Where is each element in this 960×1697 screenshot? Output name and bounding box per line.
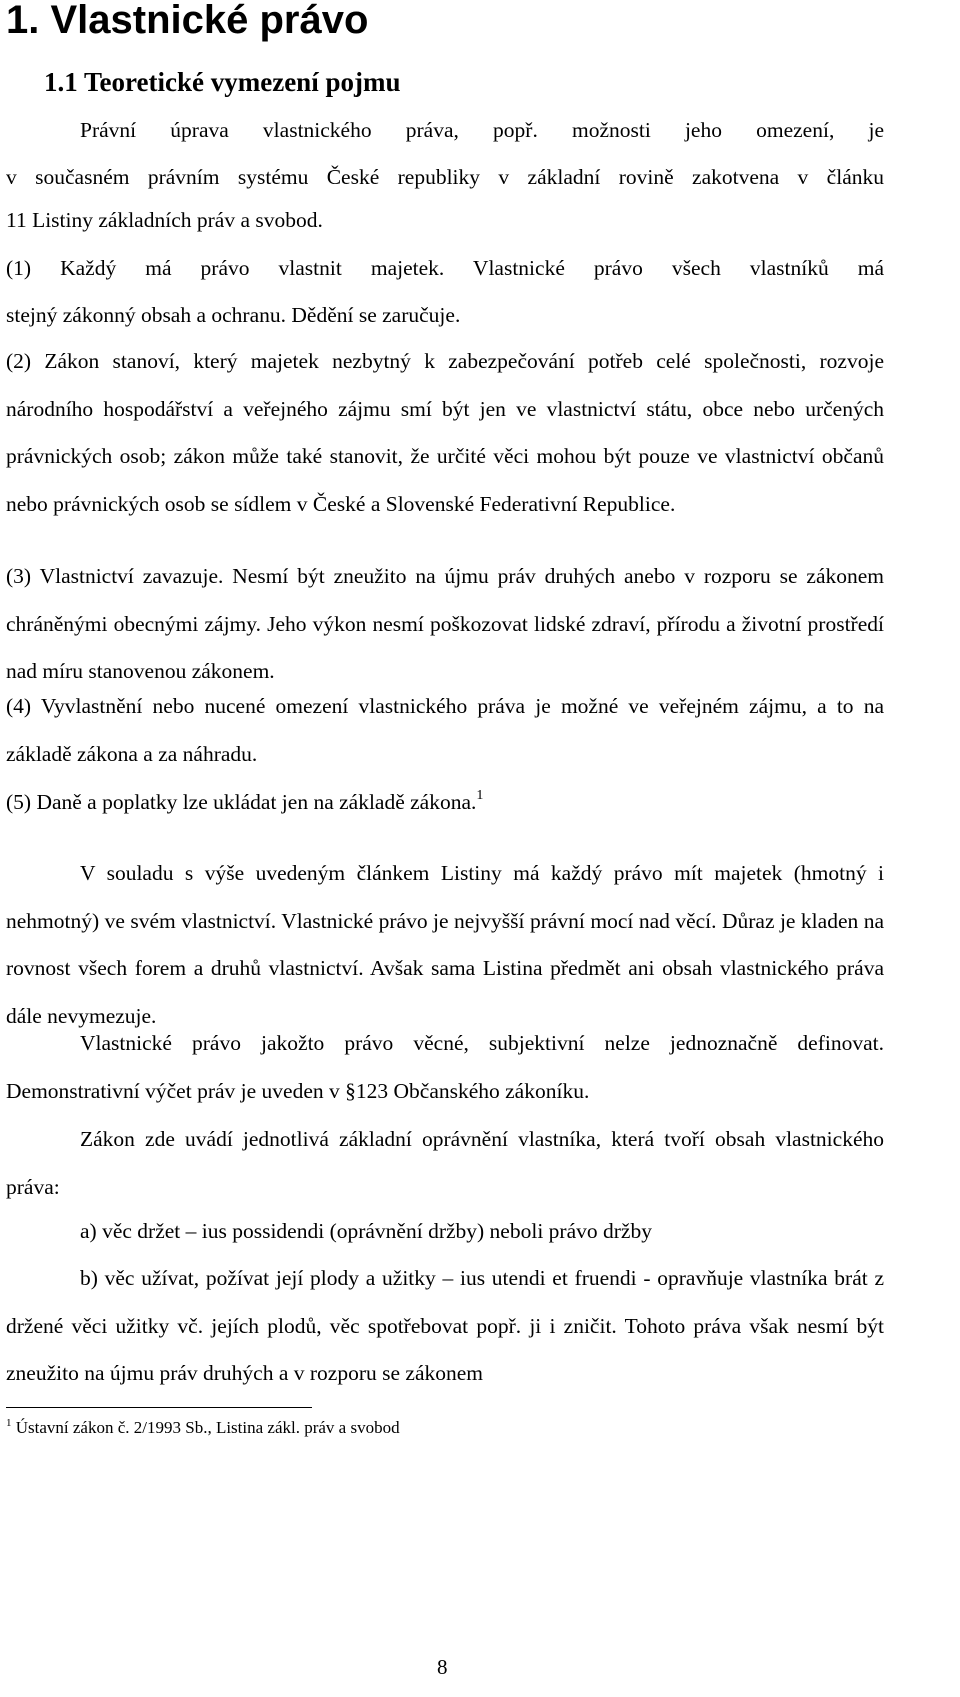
article-3: (3) Vlastnictví zavazuje. Nesmí být zneužito na újmu práv druhých anebo v rozporu se zákonem chráněnými obecnými zájmy. Jeho výkon nesmí poškozovat lidské zdraví, přírodu a životní prostředí nad míru stanovenou zákonem.: [6, 564, 884, 684]
paragraph-3: Zákon zde uvádí jednotlivá základní oprávnění vlastníka, která tvoří obsah vlastnického práva:: [6, 1127, 884, 1199]
article-5-text: (5) Daně a poplatky lze ukládat jen na základě zákona.: [6, 790, 477, 814]
article-4: (4) Vyvlastnění nebo nucené omezení vlastnického práva je možné ve veřejném zájmu, a to na základě zákona a za náhradu.: [6, 694, 884, 766]
footnote: [6, 1416, 400, 1440]
intro-line-2: v současném právním systému České republiky v základní rovině zakotvena v článku: [6, 165, 884, 189]
section-heading: 1.1 Teoretické vymezení pojmu: [44, 67, 401, 97]
footnote-separator: [6, 1407, 312, 1408]
article-2: (2) Zákon stanoví, který majetek nezbytný k zabezpečování potřeb celé společnosti, rozvoje národního hospodářství a veřejného zájmu smí být jen ve vlastnictví státu, obce nebo určených právnických osob; zákon může také stanovit, že určité věci mohou být pouze ve vlastnictví občanů nebo právnických osob se sídlem v České a Slovenské Federativní Republice.: [6, 349, 884, 516]
footnote-number: 1: [6, 1417, 12, 1429]
footnote-ref: 1: [476, 788, 484, 803]
paragraph-2: Vlastnické právo jakožto právo věcné, subjektivní nelze jednoznačně definovat. Demonstrativní výčet práv je uveden v §123 Občanského zákoníku.: [6, 1031, 884, 1103]
footnote-text: Ústavní zákon č. 2/1993 Sb., Listina zákl. práv a svobod: [11, 1418, 400, 1437]
intro-line-3: 11 Listiny základních práv a svobod.: [6, 208, 323, 232]
page-number: 8: [437, 1655, 448, 1679]
intro-line-1: Právní úprava vlastnického práva, popř. možnosti jeho omezení, je: [80, 118, 884, 142]
article-5: [6, 779, 884, 827]
list-item-a: a) věc držet – ius possidendi (oprávnění držby) neboli právo držby: [80, 1219, 652, 1243]
list-item-b: b) věc užívat, požívat její plody a užitky – ius utendi et fruendi - opravňuje vlastníka brát z držené věci užitky vč. jejích plodů, věc spotřebovat popř. ji i zničit. Tohoto práva však nesmí být zneužito na újmu práv druhých a v rozporu se zákonem: [6, 1266, 884, 1386]
chapter-heading: 1. Vlastnické právo: [6, 0, 369, 42]
paragraph-1: V souladu s výše uvedeným článkem Listiny má každý právo mít majetek (hmotný i nehmotný) ve svém vlastnictví. Vlastnické právo je nejvyšší právní mocí nad věcí. Důraz je kladen na rovnost všech forem a druhů vlastnictví. Avšak sama Listina předmět ani obsah vlastnického práva dále nevymezuje.: [6, 861, 884, 1028]
article-1-line-1: (1) Každý má právo vlastnit majetek. Vlastnické právo všech vlastníků má: [6, 256, 884, 280]
article-1-line-2: stejný zákonný obsah a ochranu. Dědění se zaručuje.: [6, 303, 461, 327]
